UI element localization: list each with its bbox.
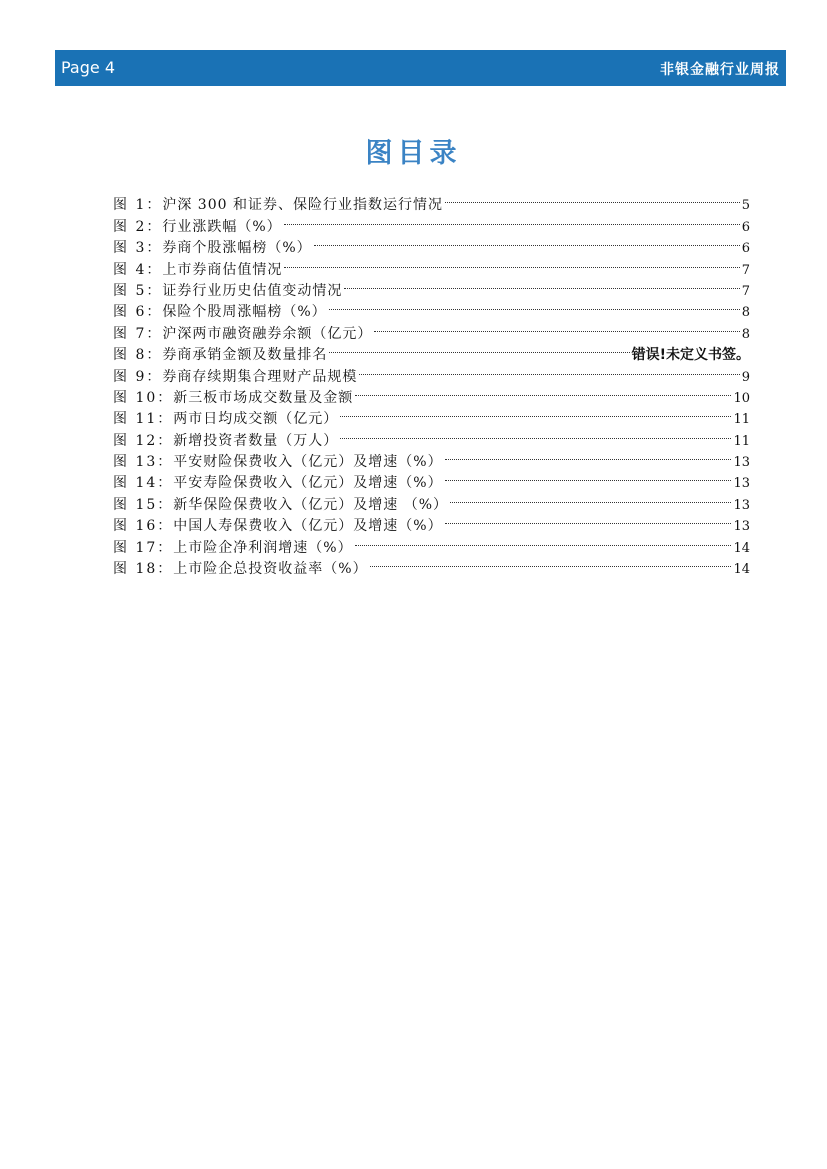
toc-entry-label: 沪深 300 和证券、保险行业指数运行情况 (162, 197, 443, 214)
toc-entry-figure-number: 图 4： (113, 261, 163, 278)
toc-entry-figure-number: 图 11： (113, 411, 174, 428)
toc-entry-page-number: 9 (741, 369, 750, 385)
toc-entry-page-number: 13 (733, 519, 750, 535)
toc-entry-page-number: 8 (741, 326, 750, 342)
toc-entry-leader-dots (374, 316, 739, 337)
report-title: 非银金融行业周报 (660, 62, 780, 78)
toc-entry-figure-number: 图 13： (113, 454, 174, 471)
toc-entry-leader-dots (355, 381, 731, 402)
toc-entry-page-number: 13 (733, 455, 750, 471)
toc-entry-page-number: 6 (741, 241, 750, 257)
toc-entry-page-number: 13 (733, 476, 750, 492)
toc-entry-leader-dots (340, 423, 731, 444)
toc-entry-label: 平安寿险保费收入（亿元）及增速（%） (173, 475, 443, 492)
toc-entry-figure-number: 图 15： (113, 496, 174, 513)
toc-entry-figure-number: 图 10： (113, 389, 174, 406)
toc-entry-figure-number: 图 18： (113, 561, 174, 578)
toc-entry-figure-number: 图 2： (113, 218, 163, 235)
toc-entry-leader-dots (370, 552, 732, 573)
toc-entry-figure-number: 图 3： (113, 240, 163, 257)
toc-entry-label: 平安财险保费收入（亿元）及增速（%） (173, 454, 443, 471)
toc-entry-figure-number: 图 17： (113, 539, 174, 556)
toc-entry-leader-dots (445, 445, 732, 466)
toc-entry-page-number: 11 (733, 433, 750, 449)
toc-entry-leader-dots (445, 509, 732, 530)
toc-entry-figure-number: 图 1： (113, 197, 163, 214)
toc-entry-label: 券商承销金额及数量排名 (162, 347, 328, 364)
toc-entry-label: 新三板市场成交数量及金额 (173, 389, 354, 406)
toc-entry-page-number: 5 (741, 198, 750, 214)
toc-entry-figure-number: 图 5： (113, 282, 163, 299)
toc-entry-leader-dots (445, 466, 732, 487)
toc-entry-figure-number: 图 7： (113, 325, 163, 342)
toc-entry-figure-number: 图 16： (113, 518, 174, 535)
toc-entry[interactable] (113, 188, 750, 214)
toc-entry-page-number: 13 (733, 497, 750, 513)
toc-entry-label: 新增投资者数量（万人） (173, 432, 339, 449)
toc-entry-label: 上市券商估值情况 (162, 261, 283, 278)
toc-entry-leader-dots (445, 188, 740, 209)
toc-entry-page-number: 6 (741, 219, 750, 235)
toc-entry-leader-dots (359, 359, 739, 380)
toc-entry-label: 中国人寿保费收入（亿元）及增速（%） (173, 518, 443, 535)
toc-entry-label: 券商个股涨幅榜（%） (162, 240, 312, 257)
toc-entry-page-number: 7 (741, 283, 750, 299)
toc-entry-page-number: 14 (733, 562, 750, 578)
toc-entry-leader-dots (329, 295, 740, 316)
toc-entry-leader-dots (340, 402, 731, 423)
toc-entry-figure-number: 图 6： (113, 304, 163, 321)
toc-entry-label: 新华保险保费收入（亿元）及增速 （%） (173, 496, 449, 513)
toc-entry-leader-dots (355, 530, 732, 551)
toc-entry-page-number: 14 (733, 540, 750, 556)
toc-entry-figure-number: 图 12： (113, 432, 174, 449)
toc-entry-figure-number: 图 14： (113, 475, 174, 492)
toc-entry-label: 沪深两市融资融券余额（亿元） (162, 325, 373, 342)
toc-entry-page-number: 错误!未定义书签。 (631, 347, 750, 364)
header-bar (55, 50, 786, 86)
toc-entry-label: 上市险企净利润增速（%） (173, 539, 353, 556)
toc-entry-leader-dots (450, 487, 731, 508)
toc-entry-page-number: 11 (733, 412, 750, 428)
toc-entry-page-number: 7 (741, 262, 750, 278)
table-of-figures (113, 188, 750, 578)
toc-entry-label: 证券行业历史估值变动情况 (162, 282, 343, 299)
toc-entry-leader-dots (284, 252, 739, 273)
toc-entry-label: 行业涨跌幅（%） (162, 218, 282, 235)
toc-entry-label: 保险个股周涨幅榜（%） (162, 304, 327, 321)
toc-entry-label: 上市险企总投资收益率（%） (173, 561, 368, 578)
toc-entry-figure-number: 图 9： (113, 368, 163, 385)
toc-entry-page-number: 8 (741, 305, 750, 321)
toc-entry-label: 券商存续期集合理财产品规模 (162, 368, 358, 385)
toc-entry-leader-dots (344, 274, 739, 295)
toc-entry-leader-dots (284, 209, 740, 230)
toc-entry-leader-dots (314, 231, 740, 252)
toc-entry-page-number: 10 (733, 390, 750, 406)
toc-entry-label: 两市日均成交额（亿元） (173, 411, 339, 428)
toc-title: 图目录 (365, 138, 462, 169)
page-label: Page 4 (61, 58, 115, 77)
toc-entry-leader-dots (329, 338, 629, 359)
toc-entry-figure-number: 图 8： (113, 347, 163, 364)
